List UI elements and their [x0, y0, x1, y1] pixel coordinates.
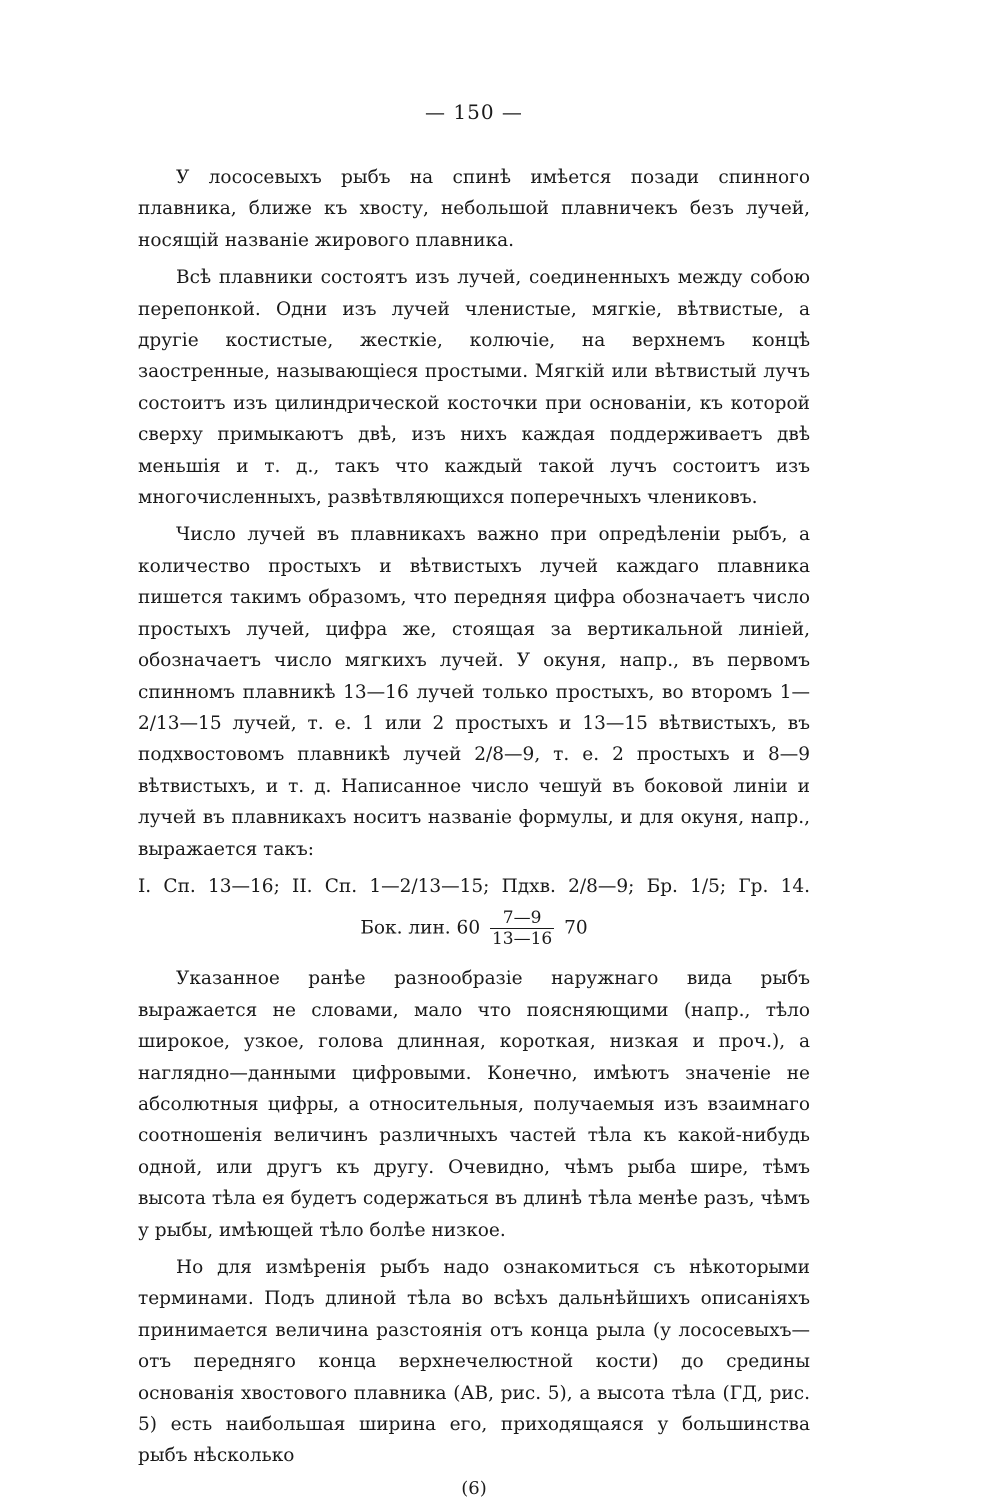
fraction-numerator: 7—9 — [490, 908, 554, 929]
paragraph-adipose-fin: У лососевыхъ рыбъ на спинѣ имѣется позади спинного плавника, ближе къ хвосту, небольшой плавничекъ безъ лучей, носящій названіе жирового плавника. — [138, 167, 810, 251]
page-number: — 150 — — [425, 100, 523, 124]
lateral-line-formula — [138, 908, 810, 949]
fin-formula-line: I. Сп. 13—16; II. Сп. 1—2/13—15; Пдхв. 2/8—9; Бр. 1/5; Гр. 14. — [138, 875, 810, 897]
paragraph-ray-count: Число лучей въ плавникахъ важно при опредѣленіи рыбъ, а количество простыхъ и вѣтвистыхъ лучей каждаго плавника пишется такимъ образомъ, что передняя цифра обозначаетъ число простыхъ лучей, цифра же, стоящая за вертикальной линіей, обозначаетъ число мягкихъ лучей. У окуня, напр., въ первомъ спинномъ плавникѣ 13—16 лучей только простыхъ, во второмъ 1—2/13—15 лучей, т. е. 1 или 2 простыхъ и 13—15 вѣтвистыхъ, въ подхвостовомъ плавникѣ лучей 2/8—9, т. е. 2 простыхъ и 8—9 вѣтвистыхъ, и т. д. Написанное число чешуй въ боковой линіи и лучей въ плавникахъ носитъ названіе формулы, и для окуня, напр., выражается такъ: — [138, 524, 810, 860]
lateral-line-suffix: 70 — [564, 917, 588, 939]
printer-signature-mark: (6) — [461, 1477, 487, 1499]
paragraph-body-proportions: Указанное ранѣе разнообразіе наружнаго вида рыбъ выражается не словами, мало что поясняющими (напр., тѣло широкое, узкое, голова длинная, короткая, низкая и проч.), а наглядно—данными цифровыми. Конечно, имѣютъ значеніе не абсолютныя цифры, а относительныя, получаемыя изъ взаимнаго соотношенія величинъ различныхъ частей тѣла къ какой-нибудь одной, или другъ къ другу. Очевидно, чѣмъ рыба шире, тѣмъ высота тѣла ея будетъ содержаться въ длинѣ тѣла менѣе разъ, чѣмъ у рыбы, имѣющей тѣло болѣе низкое. — [138, 968, 810, 1241]
lateral-line-prefix: Бок. лин. 60 — [360, 917, 481, 939]
lateral-line-fraction — [490, 908, 554, 949]
book-page — [138, 100, 810, 1499]
paragraph-measurement-terms: Но для измѣренія рыбъ надо ознакомиться съ нѣкоторыми терминами. Подъ длиной тѣла во всѣхъ дальнѣйшихъ описаніяхъ принимается величина разстоянія отъ конца рыла (у лососевыхъ—отъ передняго конца верхнечелюстной кости) до средины основанія хвостового плавника (АВ, рис. 5), а высота тѣла (ГД, рис. 5) есть наибольшая ширина его, приходящаяся у большинства рыбъ нѣсколько — [138, 1257, 810, 1467]
paragraph-fin-rays: Всѣ плавники состоятъ изъ лучей, соединенныхъ между собою перепонкой. Одни изъ лучей членистые, мягкіе, вѣтвистые, а другіе костистые, жесткіе, колючіе, на верхнемъ концѣ заостренные, называющіеся простыми. Мягкій или вѣтвистый лучъ состоитъ изъ цилиндрической косточки при основаніи, къ которой сверху примыкаютъ двѣ, изъ нихъ каждая поддерживаетъ двѣ меньшія и т. д., такъ что каждый такой лучъ состоитъ изъ многочисленныхъ, развѣтвляющихся поперечныхъ члениковъ. — [138, 267, 810, 509]
fraction-denominator: 13—16 — [491, 929, 553, 950]
